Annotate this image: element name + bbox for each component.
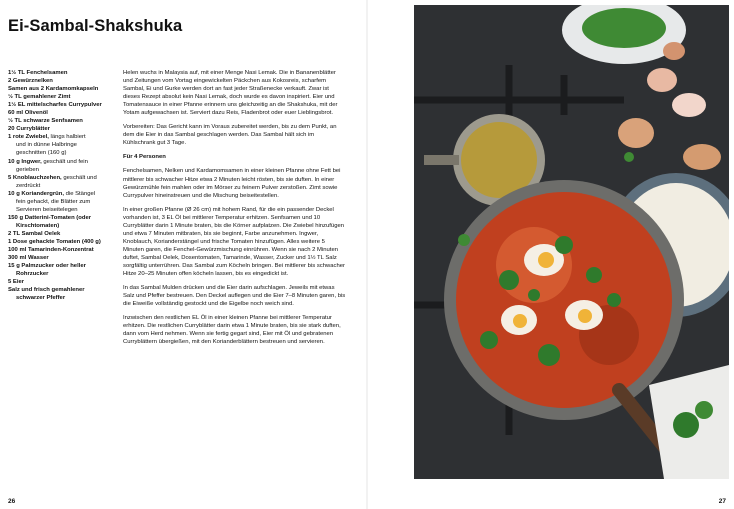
ingredient-line: zerdrückt <box>16 182 41 189</box>
ingredient-line: 60 ml Olivenöl <box>8 110 48 117</box>
left-page <box>0 0 366 509</box>
ingredient-line: ½ TL gemahlener Zimt <box>8 94 71 101</box>
recipe-title: Ei-Sambal-Shakshuka <box>8 17 183 35</box>
ingredient-line: Kirschtomaten) <box>16 222 60 229</box>
method-text <box>123 69 347 352</box>
ingredient-line: 1 Dose gehackte Tomaten (400 g) <box>8 238 101 245</box>
method-step: Inzwischen den restlichen EL Öl in einer kleinen Pfanne bei mittlerer Temperatur erhitzen. Die restlichen Curryblätter darin etwa 1 Minute braten, bis sie stark duften, dann vom Herd nehmen. Wenn sie fertig gegart sind, Eier mit Öl und gebratenen Curryblättern übergießen, mit den Korianderblättern bestreuen und servieren. <box>123 315 341 346</box>
ingredient-line: 20 Curryblätter <box>8 126 50 133</box>
ingredient-line: Rohrzucker <box>16 271 49 278</box>
ingredient-line: Servieren beiseitelegen <box>16 206 78 213</box>
ingredient-line: 15 g Palmzucker oder heller <box>8 263 86 270</box>
ingredient-line: und in dünne Halbringe <box>16 142 77 149</box>
method-step: In das Sambal Mulden drücken und die Eier darin aufschlagen. Jeweils mit etwas Salz und Pfeffer bestreuen. Den Deckel auflegen und die Eier 7–8 Minuten garen, bis die Eiweiße vollständig gestockt und die Eigelbe noch weich sind. <box>123 285 346 308</box>
ingredient-line: 300 ml Wasser <box>8 255 49 262</box>
ingredient-line: 10 g Koriandergrün, die Stängel <box>8 190 96 197</box>
page-number-left: 26 <box>8 498 16 505</box>
ingredient-line: 150 g Datterini-Tomaten (oder <box>8 214 92 221</box>
ingredient-line: 5 Eier <box>8 279 25 286</box>
method-step: In einer großen Pfanne (Ø 26 cm) mit hohem Rand, für die ein passender Deckel vorhanden ist, 3 EL Öl bei mittlerer Temperatur erhitzen. Senfsamen und 10 Curryblätter darin 1 Minute braten, bis die Körner aufplatzen. Die Zwiebel hinzufügen und etwa 7 Minuten mitbraten, bis sie beginnt, Farbe anzunehmen. Ingwer, Knoblauch, Korianderstängel und frische Tomaten hinzufügen. Alles weitere 5 Minuten garen, die Fenchel-Gewürzmischung einrühren. Wenn sie nach 2 Minuten duftet, Sambal Oelek, Dosentomaten, Tamarinde, Wasser, Zucker und 1½ TL Salz sorgfältig unterrühren. Das Sambal zum Köcheln bringen. Bei mittlerer bis schwacher Hitze 20–25 Minuten offen köcheln lassen, bis es eingedickt ist. <box>123 206 345 278</box>
right-page <box>368 0 734 509</box>
ingredient-line: 2 Gewürznelken <box>8 78 53 85</box>
ingredient-line: fein gehackt, die Blätter zum <box>16 198 91 205</box>
ingredient-line: ½ TL schwarze Senfsamen <box>8 118 83 125</box>
dish-photo <box>414 5 729 479</box>
ingredient-line: 1½ TL Fenchelsamen <box>8 70 68 76</box>
ingredient-line: 5 Knoblauchzehen, geschält und <box>8 174 97 181</box>
ingredient-line: schwarzer Pfeffer <box>16 295 66 302</box>
servings: Für 4 Personen <box>123 154 166 161</box>
ingredient-list <box>8 69 116 302</box>
ingredient-line: gerieben <box>16 166 39 173</box>
ingredient-line: Salz und frisch gemahlener <box>8 287 85 294</box>
method-step: Fenchelsamen, Nelken und Kardamomsamen in einer kleinen Pfanne ohne Fett bei mittlerer bis schwacher Hitze etwa 2 Minuten leicht rösten, bis sie duften. In einer Gewürzmühle fein mahlen oder im Mörser zu feinem Pulver zerstoßen. Zimt sowie Currypulver hineinstreuen und die Mischung beiseitestellen. <box>123 168 341 199</box>
ingredient-line: 100 ml Tamarinden-Konzentrat <box>8 247 94 254</box>
intro-paragraph: Helen wuchs in Malaysia auf, mit einer Menge Nasi Lemak. Die in Bananenblätter und Zeitungen vom Vortag eingewickelten Päckchen aus Kokosreis, scharfem Sambal, Ei und Gurke werden dort an fast jeder Straßenecke verkauft. Zwar ist dieses Rezept absolut kein Nasi Lemak, doch wurde es davon inspiriert. Eier und Tomatensauce in einer Pfanne erinnern uns gleichzeitig an die Shakshuka, mit der Yotam aufgewachsen ist. Serviert dazu Reis, Fladenbrot oder euer Lieblingsbrot. <box>123 70 338 117</box>
prep-note: Vorbereiten: Das Gericht kann im Voraus zubereitet werden, bis zu dem Punkt, an dem die Eier in das Sambal geschlagen werden. Das Sambal hält sich im Kühlschrank gut 3 Tage. <box>123 124 337 147</box>
page-number-right: 27 <box>718 498 726 505</box>
ingredient-line: geschnitten (160 g) <box>16 150 67 157</box>
shakshuka-photo-illustration <box>414 5 729 479</box>
ingredient-line: 2 TL Sambal Oelek <box>8 230 61 237</box>
ingredient-line: 1 rote Zwiebel, längs halbiert <box>8 134 86 141</box>
ingredient-line: 10 g Ingwer, geschält und fein <box>8 158 88 165</box>
ingredient-line: Samen aus 2 Kardamomkapseln <box>8 86 99 93</box>
ingredient-line: 1½ EL mittelscharfes Currypulver <box>8 102 102 109</box>
